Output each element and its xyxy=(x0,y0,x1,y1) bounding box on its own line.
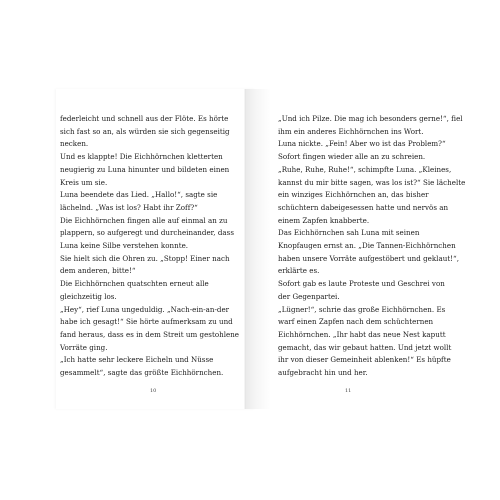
text-line: Knopfaugen ernst an. „Die Tannen-Eichhörnchen xyxy=(278,241,456,251)
text-line: warf einen Zapfen nach dem schüchternen xyxy=(278,317,434,327)
text-line: aufgebracht hin und her. xyxy=(278,368,368,378)
text-line: lächelnd. „Was ist los? Habt ihr Zoff?“ xyxy=(60,202,198,212)
left-page-text xyxy=(60,113,238,380)
text-line: Sofort gab es laute Proteste und Geschrei von xyxy=(278,279,445,289)
text-line: schüchtern dabeigesessen hatte und nervös an xyxy=(278,202,449,212)
text-line: kannst du mir bitte sagen, was los ist?“ Sie lächelte xyxy=(278,177,466,187)
text-line: gemacht, das wir gebaut hatten. Und jetzt wollt xyxy=(278,342,452,352)
text-line: Kreis um sie. xyxy=(60,177,108,187)
text-line: Sofort fingen wieder alle an zu schreien. xyxy=(278,152,426,162)
text-line: Die Eichhörnchen quatschten erneut alle xyxy=(60,279,209,289)
text-line: einem Zapfen knabberte. xyxy=(278,215,370,225)
text-line: ihr von dieser Gemeinheit ablenken!“ Es hüpfte xyxy=(278,355,451,365)
text-line: ein winziges Eichhörnchen an, das bisher xyxy=(278,190,429,200)
text-line: „Ich hatte sehr leckere Eicheln und Nüsse xyxy=(60,355,214,365)
right-page-number: 11 xyxy=(345,388,352,394)
text-line: „Hey“, rief Luna ungeduldig. „Nach-ein-an-der xyxy=(60,304,230,314)
text-line: plappern, so aufgeregt und durcheinander, dass xyxy=(60,228,234,238)
text-line: „Ruhe, Ruhe, Ruhe!“, schimpfte Luna. „Kleines, xyxy=(278,164,452,174)
text-line: erklärte es. xyxy=(278,266,320,276)
text-line: Luna beendete das Lied. „Hallo!“, sagte sie xyxy=(60,190,218,200)
left-page-number: 10 xyxy=(150,388,157,394)
text-line: „Und ich Pilze. Die mag ich besonders gerne!“, fiel xyxy=(278,114,463,123)
text-line: ihm ein anderes Eichhörnchen ins Wort. xyxy=(278,126,424,136)
text-line: „Lügner!“, schrie das große Eichhörnchen. Es xyxy=(278,304,446,314)
text-line: Und es klappte! Die Eichhörnchen kletterten xyxy=(60,152,223,162)
text-line: Vorräte ging. xyxy=(60,342,108,352)
text-line: federleicht und schnell aus der Flöte. Es hörte xyxy=(60,114,229,123)
text-line: neugierig zu Luna hinunter und bildeten einen xyxy=(60,164,230,174)
text-line: Sie hielt sich die Ohren zu. „Stopp! Einer nach xyxy=(60,253,230,263)
text-line: Das Eichhörnchen sah Luna mit seinen xyxy=(278,228,420,238)
text-line: Luna keine Silbe verstehen konnte. xyxy=(60,241,189,251)
text-line: Luna nickte. „Fein! Aber wo ist das Problem?“ xyxy=(278,139,446,149)
text-line: necken. xyxy=(60,139,89,149)
text-line: dem anderen, bitte!“ xyxy=(60,266,136,276)
text-line: gesammelt“, sagte das größte Eichhörnchen. xyxy=(60,368,224,378)
book-gutter xyxy=(244,89,246,409)
right-page-text xyxy=(278,113,466,380)
text-line: Die Eichhörnchen fingen alle auf einmal an zu xyxy=(60,215,228,225)
text-line: habe ich gesagt!“ Sie hörte aufmerksam zu und xyxy=(60,317,233,327)
text-line: der Gegenpartei. xyxy=(278,291,340,301)
text-line: sich fast so an, als würden sie sich gegenseitig xyxy=(60,126,230,136)
text-line: gleichzeitig los. xyxy=(60,291,117,301)
text-line: haben unsere Vorräte aufgestöbert und geklaut!“, xyxy=(278,253,459,263)
text-line: fand heraus, dass es in dem Streit um gestohlene xyxy=(60,329,240,339)
text-line: Eichhörnchen. „Ihr habt das neue Nest kaputt xyxy=(278,329,446,339)
